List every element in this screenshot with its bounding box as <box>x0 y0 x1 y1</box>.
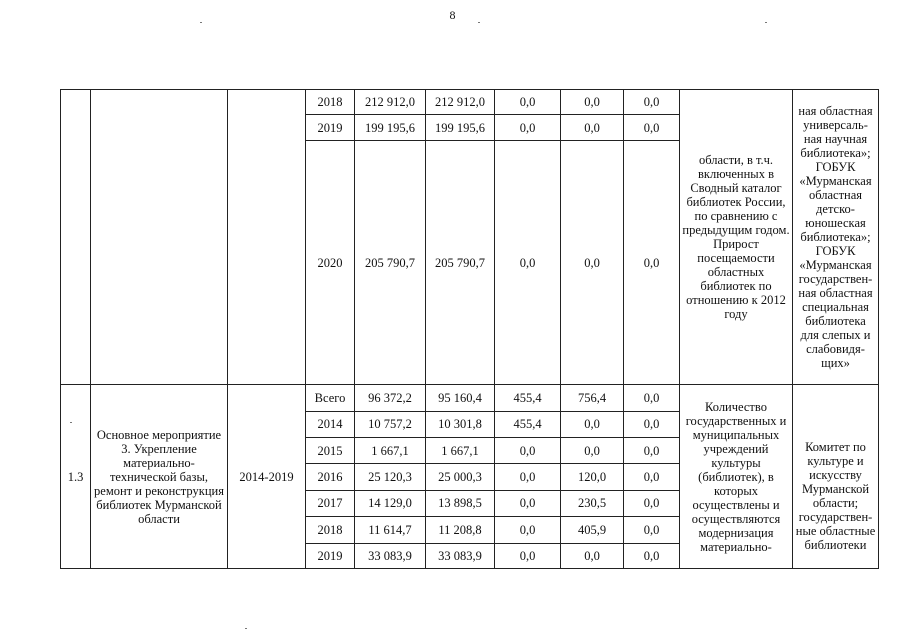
total-cell: 10 757,2 <box>355 411 426 437</box>
federal-budget-cell: 0,0 <box>495 517 561 543</box>
other-sources-cell: 0,0 <box>624 411 680 437</box>
total-cell: 14 129,0 <box>355 490 426 516</box>
indicator-cell <box>680 385 793 569</box>
regional-budget-cell: 10 301,8 <box>426 411 495 437</box>
scan-speck <box>245 628 247 629</box>
other-sources-cell: 0,0 <box>624 438 680 464</box>
federal-budget-cell: 455,4 <box>495 411 561 437</box>
regional-budget-cell: 25 000,3 <box>426 464 495 490</box>
year-cell: 2014 <box>306 411 355 437</box>
federal-budget-cell: 0,0 <box>495 490 561 516</box>
other-sources-cell: 0,0 <box>624 90 680 115</box>
year-cell: 2018 <box>306 90 355 115</box>
item-name-cell <box>91 385 228 569</box>
federal-budget-cell: 0,0 <box>495 115 561 140</box>
local-budget-cell: 230,5 <box>561 490 624 516</box>
regional-budget-cell: 33 083,9 <box>426 543 495 568</box>
federal-budget-cell: 0,0 <box>495 464 561 490</box>
executor-text: ная областная универсаль-ная научная библиотека»; ГОБУК «Мурманская областная детско-юношеская библиотека»; ГОБУК «Мурманская государствен-ная областная специальная библиотека для слепых и слабовидя-щих» <box>798 104 873 371</box>
federal-budget-cell: 0,0 <box>495 543 561 568</box>
regional-budget-cell: 11 208,8 <box>426 517 495 543</box>
executor-cell <box>793 385 879 569</box>
other-sources-cell: 0,0 <box>624 464 680 490</box>
year-cell: 2020 <box>306 140 355 385</box>
local-budget-cell: 0,0 <box>561 90 624 115</box>
year-cell: 2019 <box>306 115 355 140</box>
scan-speck <box>765 22 767 23</box>
other-sources-cell: 0,0 <box>624 543 680 568</box>
item-name-text: Основное мероприятие 3. Укрепление материально-технической базы, ремонт и реконструкция библиотек Мурманской области <box>94 427 224 526</box>
item-number-cell <box>61 90 91 385</box>
total-cell: 199 195,6 <box>355 115 426 140</box>
indicator-text: Количество государственных и муниципальных учреждений культуры (библиотек), в которых осуществлены и осуществляются модернизация материально- <box>685 399 787 554</box>
year-cell: 2018 <box>306 517 355 543</box>
federal-budget-cell: 455,4 <box>495 385 561 411</box>
scan-speck <box>200 22 202 23</box>
regional-budget-cell: 212 912,0 <box>426 90 495 115</box>
item-period-cell: 2014-2019 <box>228 385 306 569</box>
year-cell: 2019 <box>306 543 355 568</box>
total-cell: 11 614,7 <box>355 517 426 543</box>
program-table <box>60 89 879 569</box>
regional-budget-cell: 205 790,7 <box>426 140 495 385</box>
regional-budget-cell: 199 195,6 <box>426 115 495 140</box>
item-name-cell <box>91 90 228 385</box>
year-cell: 2016 <box>306 464 355 490</box>
page-number: 8 <box>449 8 456 22</box>
local-budget-cell: 0,0 <box>561 411 624 437</box>
federal-budget-cell: 0,0 <box>495 438 561 464</box>
regional-budget-cell: 13 898,5 <box>426 490 495 516</box>
total-cell: 25 120,3 <box>355 464 426 490</box>
total-cell: 33 083,9 <box>355 543 426 568</box>
local-budget-cell: 0,0 <box>561 140 624 385</box>
executor-cell <box>793 90 879 385</box>
other-sources-cell: 0,0 <box>624 140 680 385</box>
total-cell: 1 667,1 <box>355 438 426 464</box>
item-period-cell <box>228 90 306 385</box>
local-budget-cell: 405,9 <box>561 517 624 543</box>
local-budget-cell: 0,0 <box>561 115 624 140</box>
local-budget-cell: 0,0 <box>561 543 624 568</box>
table-row <box>61 90 879 115</box>
indicator-text: области, в т.ч. включенных в Сводный каталог библиотек России, по сравнению с предыдущим годом. Прирост посещаемости областных библиотек по отношению к 2012 году <box>682 153 790 322</box>
regional-budget-cell: 95 160,4 <box>426 385 495 411</box>
year-cell: Всего <box>306 385 355 411</box>
total-cell: 205 790,7 <box>355 140 426 385</box>
local-budget-cell: 120,0 <box>561 464 624 490</box>
item-number-cell: 1.3 <box>61 385 91 569</box>
local-budget-cell: 756,4 <box>561 385 624 411</box>
regional-budget-cell: 1 667,1 <box>426 438 495 464</box>
federal-budget-cell: 0,0 <box>495 140 561 385</box>
year-cell: 2015 <box>306 438 355 464</box>
local-budget-cell: 0,0 <box>561 438 624 464</box>
other-sources-cell: 0,0 <box>624 115 680 140</box>
table-row <box>61 385 879 411</box>
total-cell: 212 912,0 <box>355 90 426 115</box>
other-sources-cell: 0,0 <box>624 517 680 543</box>
year-cell: 2017 <box>306 490 355 516</box>
other-sources-cell: 0,0 <box>624 385 680 411</box>
other-sources-cell: 0,0 <box>624 490 680 516</box>
federal-budget-cell: 0,0 <box>495 90 561 115</box>
scan-speck <box>478 22 480 23</box>
executor-text: Комитет по культуре и искусству Мурманской области; государствен-ные областные библиотеки <box>795 439 876 552</box>
indicator-cell <box>680 90 793 385</box>
total-cell: 96 372,2 <box>355 385 426 411</box>
